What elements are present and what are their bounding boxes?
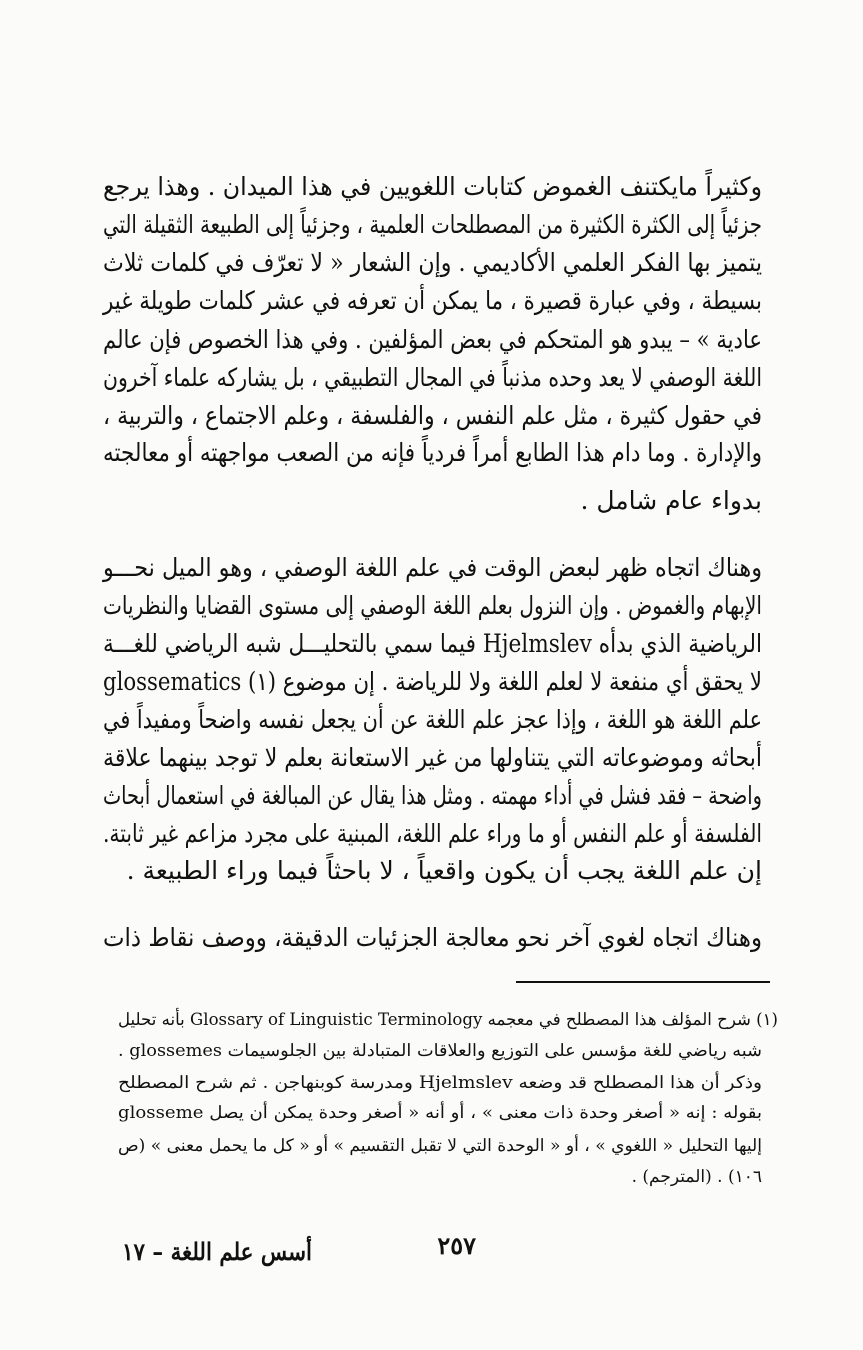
paragraph-1-line: اللغة الوصفي لا يعد وحده مذنباً في المجال التطبيقي ، بل يشاركه علماء آخرون [103,363,762,392]
paragraph-2-line: وهناك اتجاه ظهر لبعض الوقت في علم اللغة الوصفي ، وهو الميل نحـــو [103,553,762,582]
footnote-separator [516,981,770,983]
paragraph-3-line: وهناك اتجاه لغوي آخر نحو معالجة الجزئيات الدقيقة، ووصف نقاط ذات [103,923,762,952]
paragraph-1-line: عادية » – يبدو هو المتحكم في بعض المؤلفين . وفي هذا الخصوص فإن عالم [103,325,762,354]
footnote-line: glosseme بقوله : إنه « أصغر وحدة ذات معنى » ، أو أنه « أصغر وحدة يمكن أن يصل [118,1103,763,1123]
footnote-line: (١) شرح المؤلف هذا المصطلح في معجمه Glossary of Linguistic Terminology بأنه تحليل [118,1010,778,1030]
footnote-line: شبه رياضي للغة مؤسس على التوزيع والعلاقات المتبادلة بين الجلوسيمات glossemes . [118,1041,762,1061]
running-title: أسس علم اللغة – ١٧ [122,1237,312,1266]
paragraph-2-line: علم اللغة هو اللغة ، وإذا عجز علم اللغة عن أن يجعل نفسه واضحاً ومفيداً في [103,705,762,734]
paragraph-1-line: بسيطة ، وفي عبارة قصيرة ، ما يمكن أن تعرفه في عشر كلمات طويلة غير [103,286,762,315]
paragraph-1-line: يتميز بها الفكر العلمي الأكاديمي . وإن الشعار « لا تعرّف في كلمات ثلاث [103,248,762,277]
paragraph-2-line: إن علم اللغة يجب أن يكون واقعياً ، لا باحثاً فيما وراء الطبيعة . [126,856,762,885]
paragraph-1-line: وكثيراً مايكتنف الغموض كتابات اللغويين في هذا الميدان . وهذا يرجع [103,172,762,201]
page-number: ٢٥٧ [437,1231,476,1260]
paragraph-1-line: جزئياً إلى الكثرة الكثيرة من المصطلحات العلمية ، وجزئياً إلى الطبيعة الثقيلة التي [103,210,762,239]
paragraph-2-line: الفلسفة أو علم النفس أو ما وراء علم اللغة، المبنية على مجرد مزاعم غير ثابتة. [103,819,762,848]
footnote-line: إليها التحليل « اللغوي » ، أو « الوحدة التي لا تقبل التقسيم » أو « كل ما يحمل معنى » (ص [118,1136,762,1156]
paragraph-2-line: أبحاثه وموضوعاته التي يتناولها من غير الاستعانة بعلم لا توجد بينهما علاقة [103,743,762,772]
paragraph-2-line: الرياضية الذي بدأه Hjelmslev فيما سمي بالتحليـــل شبه الرياضي للغـــة [103,629,762,658]
paragraph-2-line: الإبهام والغموض . وإن النزول بعلم اللغة الوصفي إلى مستوى القضايا والنظريات [103,591,762,620]
paragraph-2-line: glossematics (١) لا يحقق أي منفعة لا لعلم اللغة ولا للرياضة . إن موضوع [103,667,762,696]
paragraph-2-line: واضحة – فقد فشل في أداء مهمته . ومثل هذا يقال عن المبالغة في استعمال أبحاث [103,781,762,810]
paragraph-1-line: في حقول كثيرة ، مثل علم النفس ، والفلسفة ، وعلم الاجتماع ، والتربية ، [103,401,762,430]
paragraph-1-line: والإدارة . وما دام هذا الطابع أمراً فردياً فإنه من الصعب مواجهته أو معالجته [103,438,762,467]
paragraph-1-line: بدواء عام شامل . [580,486,762,515]
footnote-line: ١٠٦) . (المترجم) . [631,1167,762,1187]
footnote-line: وذكر أن هذا المصطلح قد وضعه Hjelmslev ومدرسة كوبنهاجن . ثم شرح المصطلح [118,1073,762,1093]
